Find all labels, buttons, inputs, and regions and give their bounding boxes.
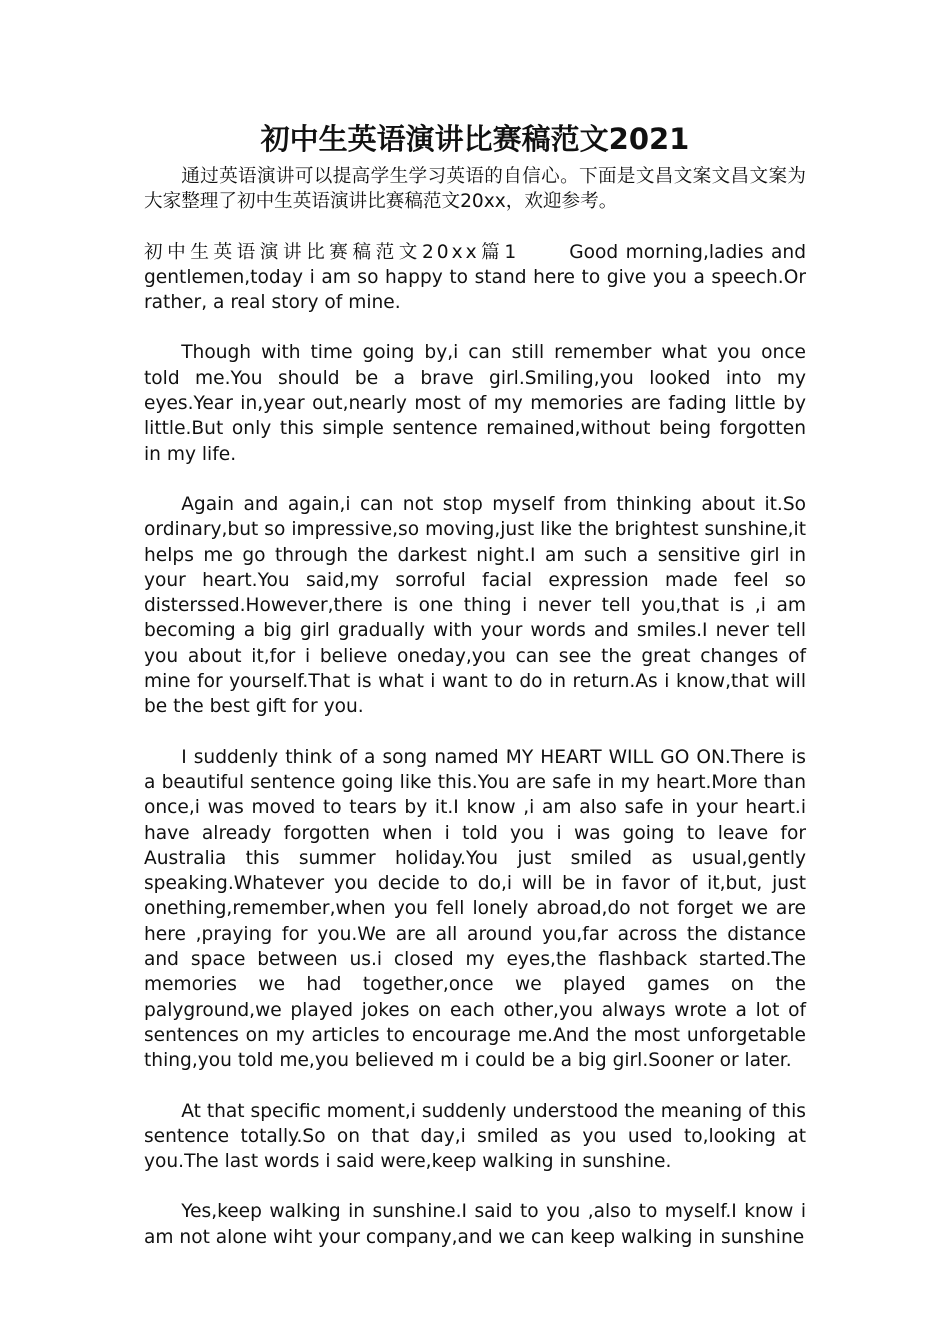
paragraph-3: Again and again,i can not stop myself from thinking about it.So ordinary,but so impressive,so moving,just like the brightest sunshine,it helps me go through the darkest night.I am such a sensitive girl in your heart.You said,my sorroful facial expression made feel so disterssed.However,there is one thing i never tell you,that is ,i am becoming a big girl gradually with your words and smiles.I never tell you about it,for i believe oneday,you can see the great changes of mine for yourself.That is what i want to do in return.As i know,that will be the best gift for you.	[144, 493, 806, 718]
paragraph-5: At that specific moment,i suddenly understood the meaning of this sentence totally.So on that day,i smiled as you used to,looking at you.The last words i said were,keep walking in sunshine.	[144, 1100, 806, 1173]
intro-paragraph: 通过英语演讲可以提高学生学习英语的自信心。下面是文昌文案文昌文案为大家整理了初中生英语演讲比赛稿范文20xx，欢迎参考。	[144, 166, 806, 213]
paragraph-6: Yes,keep walking in sunshine.I said to you ,also to myself.I know i am not alone wiht your company,and we can keep walking in sunshine	[144, 1201, 806, 1248]
document-body	[144, 118, 806, 1250]
paragraph-4: I suddenly think of a song named MY HEART WILL GO ON.There is a beautiful sentence going like this.You are safe in my heart.More than once,i was moved to tears by it.I know ,i am also safe in your heart.i have already forgotten when i told you i was going to leave for Australia this summer holiday.You just smiled as usual,gently speaking.Whatever you decide to do,i will be in favor of it,but, just onething,remember,when you fell lonely abroad,do not forget we are here ,praying for you.We are all around you,far across the distance and space between us.i closed my eyes,the flashback started.The memories we had together,once we played games on the palyground,we played jokes on each other,you always wrote a lot of sentences on my articles to encourage me.And the most unforgetable thing,you told me,you believed m i could be a big girl.Sooner or later.	[144, 746, 806, 1072]
document-title: 初中生英语演讲比赛稿范文2021	[260, 122, 690, 156]
paragraph-1-text: Good morning,ladies and gentlemen,today i am so happy to stand here to give you a speech.Or rather, a real story of mine.	[144, 241, 806, 314]
section-heading: 初中生英语演讲比赛稿范文20xx篇1	[144, 241, 520, 263]
paragraph-2: Though with time going by,i can still remember what you once told me.You should be a brave girl.Smiling,you looked into my eyes.Year in,year out,nearly most of my memories are fading little by little.But only this simple sentence remained,without being forgotten in my life.	[144, 342, 806, 465]
paragraph-1	[144, 240, 806, 316]
